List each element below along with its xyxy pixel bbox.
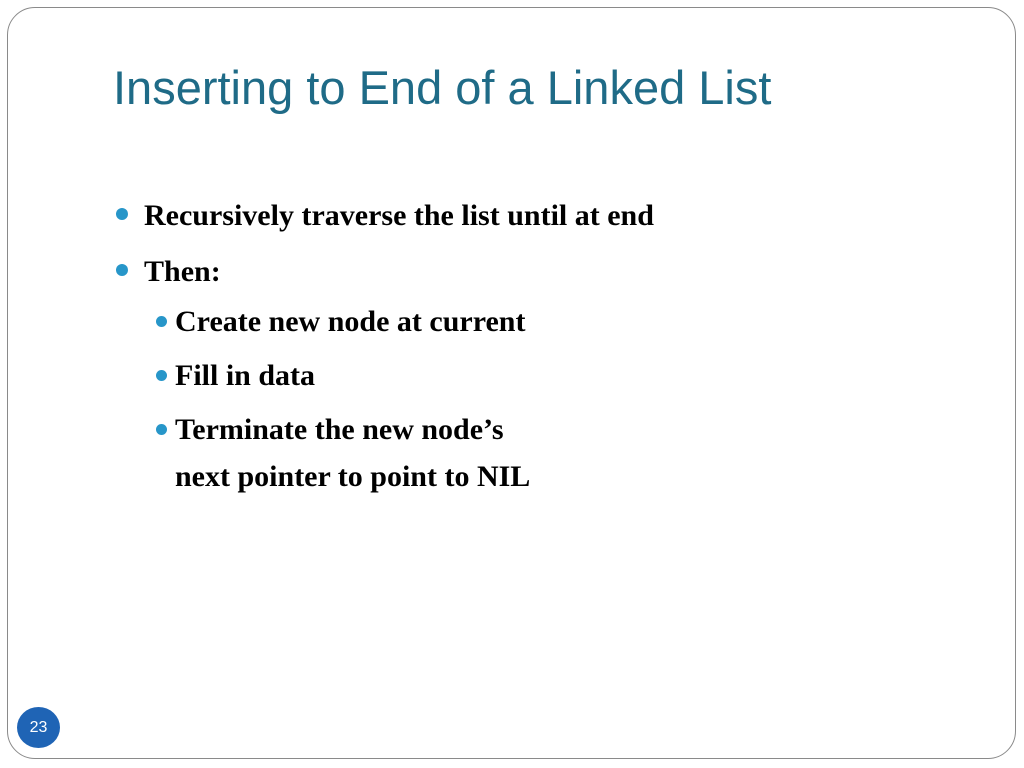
bullet-list [113,194,933,509]
bullet-dot-icon [156,370,167,381]
sub-bullet-text-line-1: Terminate the new node’s [175,413,504,446]
bullet-text: Then: [144,255,221,288]
bullet-dot-icon [116,208,128,220]
sub-bullet-text: Create new node at current [175,305,526,338]
page-number-badge: 23 [17,707,60,748]
sub-bullet-item [113,408,933,499]
bullet-text: Recursively traverse the list until at end [144,199,654,232]
bullet-item [113,194,933,238]
bullet-dot-icon [156,316,167,327]
bullet-dot-icon [116,264,128,276]
sub-bullet-text-line-2: next pointer to point to NIL [175,460,531,493]
bullet-dot-icon [156,424,167,435]
sub-bullet-item [113,354,933,398]
bullet-item [113,250,933,294]
sub-bullet-item [113,300,933,344]
slide-title: Inserting to End of a Linked List [113,61,772,114]
sub-bullet-text: Fill in data [175,359,316,392]
